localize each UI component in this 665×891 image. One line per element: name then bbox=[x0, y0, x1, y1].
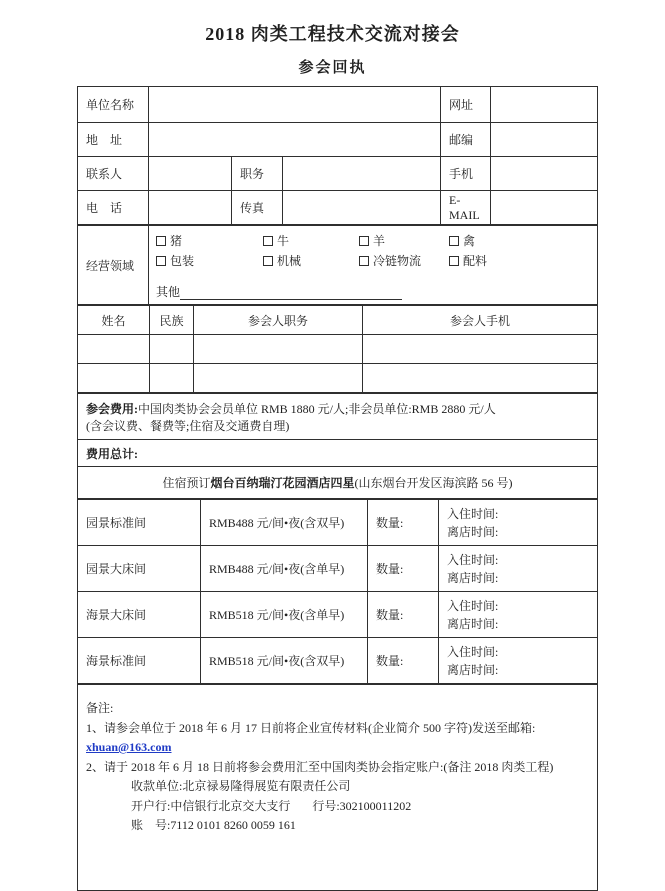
scope-other-input[interactable] bbox=[180, 288, 402, 300]
zip-label: 邮编 bbox=[441, 123, 491, 157]
page-subtitle: 参会回执 bbox=[298, 60, 367, 76]
form-body bbox=[77, 86, 598, 891]
checkbox-icon[interactable] bbox=[359, 256, 369, 266]
scope-option-label: 机械 bbox=[277, 254, 302, 268]
scope-option-label: 冷链物流 bbox=[373, 254, 422, 268]
hotel-room-row bbox=[78, 592, 598, 638]
room-times-cell[interactable] bbox=[439, 638, 598, 684]
hotel-prefix: 住宿预订 bbox=[162, 476, 211, 490]
attendee-name-header: 姓名 bbox=[78, 306, 150, 335]
checkout-label: 离店时间: bbox=[447, 662, 499, 677]
scope-option-label: 牛 bbox=[277, 234, 290, 248]
checkbox-icon[interactable] bbox=[359, 236, 369, 246]
attendee-mobile-header: 参会人手机 bbox=[363, 306, 598, 335]
attendee-name-input[interactable] bbox=[78, 335, 150, 364]
hotel-room-row bbox=[78, 500, 598, 546]
hotel-rooms-table bbox=[77, 499, 598, 684]
scope-option-machinery[interactable] bbox=[263, 252, 359, 269]
fee-label: 参会费用: bbox=[86, 401, 138, 416]
checkout-label: 离店时间: bbox=[447, 524, 499, 539]
fee-text: 中国肉类协会会员单位 RMB 1880 元/人;非会员单位:RMB 2880 元/人 bbox=[138, 401, 496, 416]
bank-branch-no: 行号:302100011202 bbox=[312, 798, 412, 813]
attendee-name-input[interactable] bbox=[78, 364, 150, 393]
contact-person-label: 联系人 bbox=[78, 157, 149, 191]
position-label: 职务 bbox=[232, 157, 283, 191]
notes-table bbox=[77, 684, 598, 891]
business-scope-label: 经营领域 bbox=[78, 226, 149, 305]
room-type-label: 园景大床间 bbox=[78, 546, 201, 592]
checkbox-icon[interactable] bbox=[263, 236, 273, 246]
position-input[interactable] bbox=[283, 157, 441, 191]
address-input[interactable] bbox=[149, 123, 441, 157]
zip-input[interactable] bbox=[491, 123, 598, 157]
scope-option-ingredients[interactable] bbox=[449, 252, 597, 269]
checkout-label: 离店时间: bbox=[447, 570, 499, 585]
email-link[interactable]: xhuan@163.com bbox=[86, 740, 172, 754]
scope-option-coldchain[interactable] bbox=[359, 252, 449, 269]
attendee-position-input[interactable] bbox=[194, 364, 363, 393]
note-line-1: 1、请参会单位于 2018 年 6 月 17 日前将企业宣传材料(企业简介 500 字符)发送至邮箱: bbox=[86, 720, 536, 735]
room-times-cell[interactable] bbox=[439, 546, 598, 592]
room-quantity-input[interactable]: 数量: bbox=[368, 592, 439, 638]
payee-line: 收款单位:北京禄易隆得展览有限责任公司 bbox=[131, 779, 351, 793]
business-scope-options bbox=[149, 226, 598, 305]
website-label: 网址 bbox=[441, 87, 491, 123]
bank-name: 开户行:中信银行北京交大支行 bbox=[131, 798, 291, 813]
scope-option-packaging[interactable] bbox=[156, 252, 263, 269]
checkin-label: 入住时间: bbox=[447, 506, 499, 521]
attendee-mobile-input[interactable] bbox=[363, 335, 598, 364]
hotel-room-row bbox=[78, 638, 598, 684]
room-price: RMB488 元/间•夜(含单早) bbox=[201, 546, 368, 592]
hotel-room-row bbox=[78, 546, 598, 592]
fee-total-label[interactable]: 费用总计: bbox=[78, 440, 598, 467]
scope-option-sheep[interactable] bbox=[359, 232, 449, 249]
fees-table bbox=[77, 393, 598, 499]
room-price: RMB488 元/间•夜(含双早) bbox=[201, 500, 368, 546]
attendee-mobile-input[interactable] bbox=[363, 364, 598, 393]
business-scope-table bbox=[77, 225, 598, 305]
email-label: E-MAIL bbox=[441, 191, 491, 225]
contact-info-table bbox=[77, 86, 598, 225]
hotel-name: 烟台百纳瑞汀花园酒店四星 bbox=[210, 476, 355, 490]
checkbox-icon[interactable] bbox=[449, 236, 459, 246]
scope-other-label: 其他 bbox=[156, 285, 181, 299]
unit-name-input[interactable] bbox=[149, 87, 441, 123]
checkbox-icon[interactable] bbox=[156, 236, 166, 246]
fee-text-2: (含会议费、餐费等;住宿及交通费自理) bbox=[86, 418, 290, 433]
account-line: 账 号:7112 0101 8260 0059 161 bbox=[131, 818, 296, 832]
attendee-position-input[interactable] bbox=[194, 335, 363, 364]
mobile-input[interactable] bbox=[491, 157, 598, 191]
checkbox-icon[interactable] bbox=[156, 256, 166, 266]
phone-label: 电 话 bbox=[78, 191, 149, 225]
website-input[interactable] bbox=[491, 87, 598, 123]
checkin-label: 入住时间: bbox=[447, 598, 499, 613]
phone-input[interactable] bbox=[149, 191, 232, 225]
room-quantity-input[interactable]: 数量: bbox=[368, 638, 439, 684]
scope-option-pig[interactable] bbox=[156, 232, 263, 249]
fee-info-cell bbox=[78, 394, 598, 440]
scope-option-label: 禽 bbox=[463, 234, 476, 248]
room-times-cell[interactable] bbox=[439, 500, 598, 546]
scope-option-label: 配料 bbox=[463, 254, 488, 268]
attendee-ethnicity-input[interactable] bbox=[150, 364, 194, 393]
room-price: RMB518 元/间•夜(含双早) bbox=[201, 638, 368, 684]
fax-input[interactable] bbox=[283, 191, 441, 225]
scope-option-label: 包装 bbox=[170, 254, 195, 268]
fax-label: 传真 bbox=[232, 191, 283, 225]
unit-name-label: 单位名称 bbox=[78, 87, 149, 123]
room-quantity-input[interactable]: 数量: bbox=[368, 546, 439, 592]
room-times-cell[interactable] bbox=[439, 592, 598, 638]
room-type-label: 海景大床间 bbox=[78, 592, 201, 638]
mobile-label: 手机 bbox=[441, 157, 491, 191]
checkout-label: 离店时间: bbox=[447, 616, 499, 631]
attendees-table bbox=[77, 305, 598, 393]
room-type-label: 海景标准间 bbox=[78, 638, 201, 684]
attendee-ethnicity-input[interactable] bbox=[150, 335, 194, 364]
notes-cell bbox=[78, 685, 598, 891]
room-price: RMB518 元/间•夜(含单早) bbox=[201, 592, 368, 638]
scope-option-label: 羊 bbox=[373, 234, 386, 248]
checkbox-icon[interactable] bbox=[449, 256, 459, 266]
checkin-label: 入住时间: bbox=[447, 644, 499, 659]
room-quantity-input[interactable]: 数量: bbox=[368, 500, 439, 546]
email-input[interactable] bbox=[491, 191, 598, 225]
page-title: 2018 肉类工程技术交流对接会 bbox=[205, 24, 460, 44]
room-type-label: 园景标准间 bbox=[78, 500, 201, 546]
checkin-label: 入住时间: bbox=[447, 552, 499, 567]
notes-title: 备注: bbox=[86, 701, 114, 715]
attendee-row bbox=[78, 364, 598, 393]
note-line-2: 2、请于 2018 年 6 月 18 日前将参会费用汇至中国肉类协会指定账户:(备注 2018 肉类工程) bbox=[86, 759, 554, 774]
contact-person-input[interactable] bbox=[149, 157, 232, 191]
scope-option-poultry[interactable] bbox=[449, 232, 597, 249]
hotel-address: (山东烟台开发区海滨路 56 号) bbox=[354, 476, 513, 490]
scope-option-cattle[interactable] bbox=[263, 232, 359, 249]
hotel-booking-header bbox=[78, 467, 598, 499]
attendee-position-header: 参会人职务 bbox=[194, 306, 363, 335]
attendee-ethnicity-header: 民族 bbox=[150, 306, 194, 335]
bank-line bbox=[86, 797, 591, 817]
attendee-row bbox=[78, 335, 598, 364]
address-label: 地 址 bbox=[78, 123, 149, 157]
checkbox-icon[interactable] bbox=[263, 256, 273, 266]
scope-option-label: 猪 bbox=[170, 234, 183, 248]
